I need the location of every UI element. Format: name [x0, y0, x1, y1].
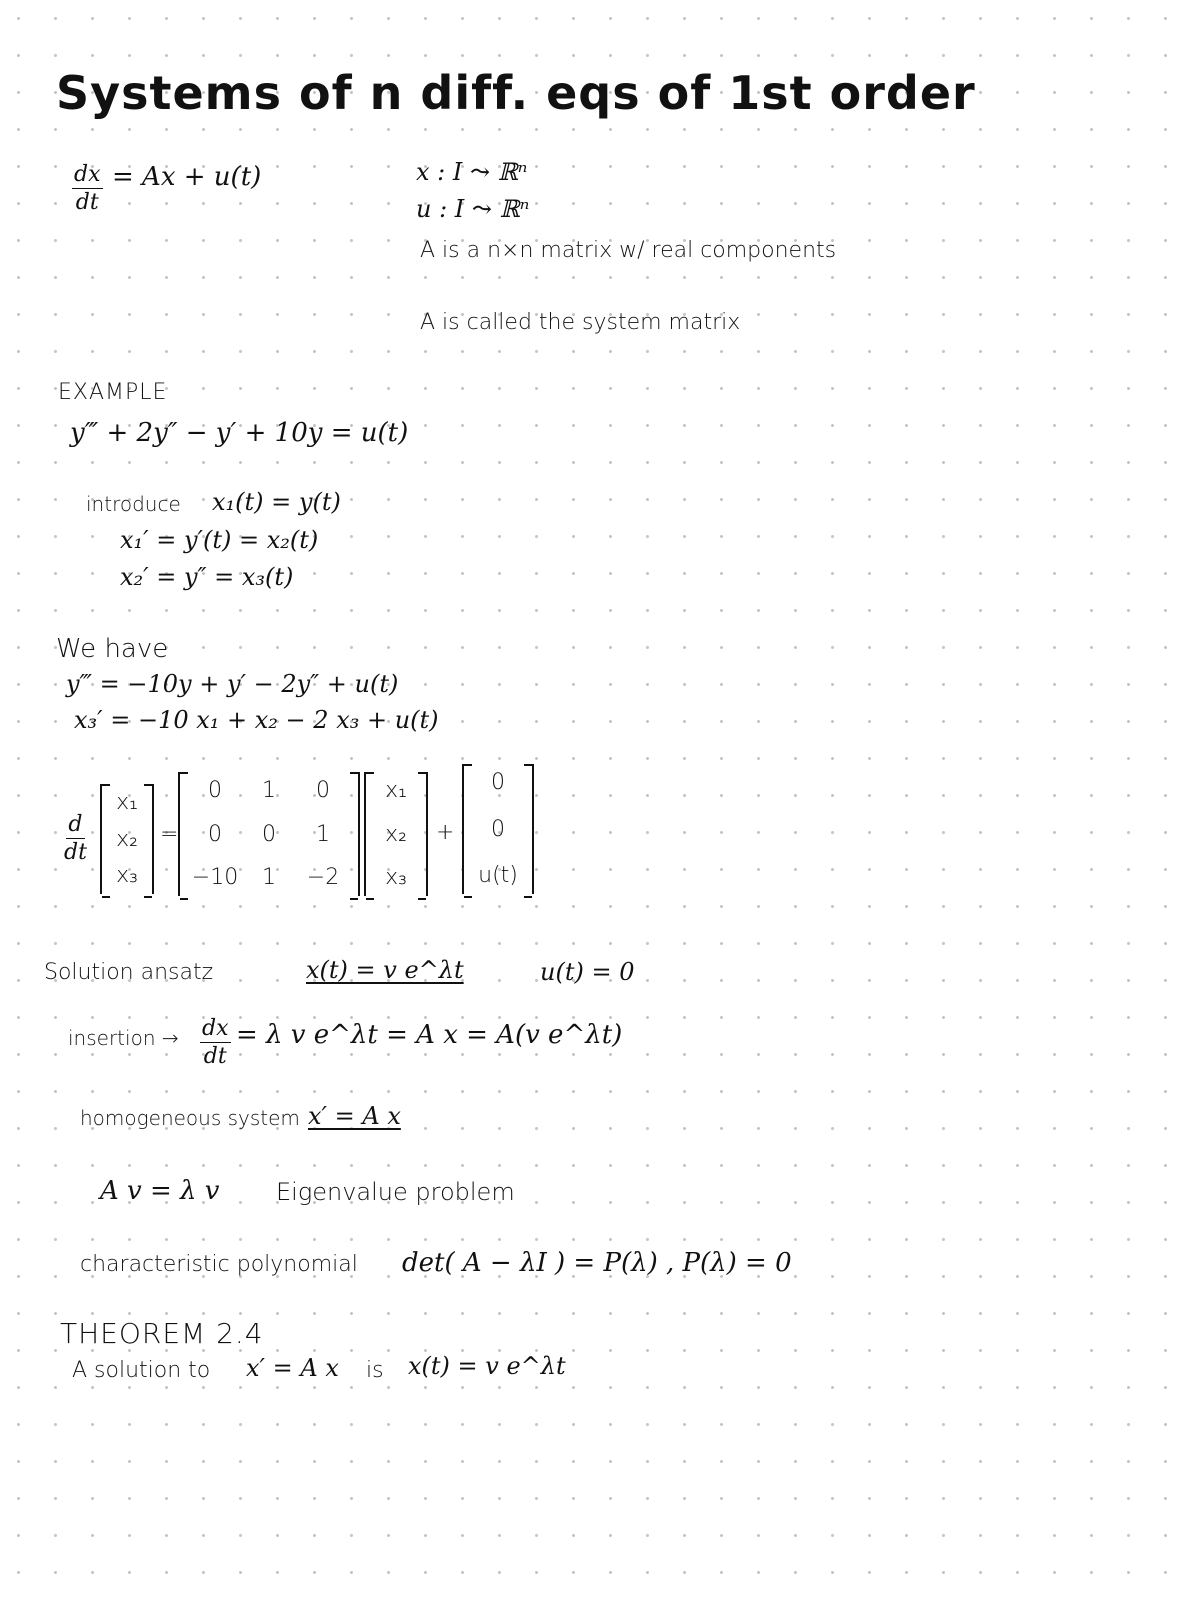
- introduce-line-3: x₂′ = y″ = x₃(t): [120, 563, 294, 591]
- d-dt-fraction: [64, 812, 87, 865]
- frac-denominator: dt: [75, 190, 99, 215]
- matrix-cell: −10: [191, 865, 239, 890]
- eigen-eq: A v = λ v: [100, 1176, 220, 1206]
- matrix-cell: 0: [208, 778, 222, 803]
- theorem-text-b: x′ = A x: [246, 1354, 339, 1382]
- d-numerator: d: [68, 812, 83, 837]
- def-A: A is a n×n matrix w/ real components: [420, 238, 837, 263]
- theorem-text-d: x(t) = v e^λt: [408, 1352, 566, 1380]
- theorem-heading: THEOREM 2.4: [60, 1317, 264, 1350]
- introduce-line-2: x₁′ = y′(t) = x₂(t): [120, 526, 319, 554]
- introduce-line-1: x₁(t) = y(t): [212, 488, 341, 516]
- matrix-cell: 0: [262, 821, 276, 847]
- system-eq-rhs: = Ax + u(t): [112, 162, 262, 192]
- def-x: x : I ⤳ ℝⁿ: [416, 158, 528, 186]
- char-poly-eq: det( A − λI ) = P(λ) , P(λ) = 0: [402, 1248, 792, 1278]
- def-u: u : I ⤳ ℝⁿ: [416, 195, 530, 223]
- def-A-called: A is called the system matrix: [420, 310, 741, 335]
- matrix-cell: 1: [262, 778, 276, 803]
- matrix-cell: x₃: [116, 863, 138, 888]
- we-have-line-2: x₃′ = −10 x₁ + x₂ − 2 x₃ + u(t): [74, 706, 439, 734]
- matrix-cell: x₁: [116, 790, 138, 815]
- theorem-text-a: A solution to: [72, 1358, 211, 1383]
- homogeneous-label: homogeneous system: [80, 1106, 300, 1130]
- matrix-cell: 0: [208, 821, 222, 847]
- matrix-row: [472, 817, 524, 842]
- dt-denominator: dt: [64, 840, 87, 865]
- matrix-cell: x₂: [116, 826, 138, 852]
- matrix-cell: x₁: [385, 778, 407, 803]
- matrix-cell: u(t): [478, 863, 518, 888]
- matrix-cell: 0: [491, 770, 505, 795]
- page-title: Systems of n diff. eqs of 1st order: [56, 66, 976, 120]
- matrix-row: [110, 863, 144, 888]
- system-eq-fraction: [72, 162, 103, 215]
- matrix-cell: 1: [316, 821, 330, 847]
- x-vector-left: [100, 784, 154, 894]
- matrix-row: [188, 865, 350, 890]
- matrix-row: [472, 863, 524, 888]
- homogeneous-eq: x′ = A x: [308, 1102, 401, 1130]
- theorem-text-c: is: [366, 1358, 384, 1383]
- insertion-numerator: dx: [202, 1016, 229, 1041]
- matrix-cell: 0: [316, 778, 330, 803]
- matrix-row: [374, 778, 418, 803]
- matrix-row: [374, 865, 418, 890]
- matrix-equals: =: [160, 822, 179, 847]
- we-have-line-1: y‴ = −10y + y′ − 2y″ + u(t): [66, 670, 399, 698]
- matrix-row: [188, 822, 350, 847]
- matrix-row: [374, 822, 418, 847]
- solution-ansatz-label: Solution ansatz: [44, 960, 214, 985]
- example-equation: y‴ + 2y″ − y′ + 10y = u(t): [70, 418, 409, 448]
- matrix-row: [188, 778, 350, 803]
- insertion-fraction: [200, 1016, 231, 1069]
- matrix-cell: −2: [306, 865, 340, 890]
- solution-ansatz: x(t) = v e^λt: [306, 956, 464, 984]
- introduce-label: introduce: [86, 492, 181, 516]
- matrix-cell: x₃: [385, 865, 407, 890]
- system-matrix-A: [178, 772, 360, 896]
- matrix-row: [110, 827, 144, 852]
- char-poly-label: characteristic polynomial: [80, 1252, 358, 1277]
- u-vector: [462, 764, 534, 894]
- insertion-label: insertion →: [68, 1026, 179, 1050]
- insertion-denominator: dt: [203, 1044, 227, 1069]
- matrix-plus: +: [436, 820, 455, 845]
- we-have-label: We have: [56, 634, 169, 664]
- u-zero: u(t) = 0: [540, 958, 635, 986]
- frac-numerator: dx: [74, 162, 101, 187]
- example-heading: EXAMPLE: [58, 380, 168, 405]
- matrix-cell: 1: [262, 865, 276, 890]
- matrix-row: [110, 790, 144, 815]
- eigen-label: Eigenvalue problem: [276, 1178, 515, 1206]
- matrix-cell: x₂: [385, 821, 407, 847]
- matrix-cell: 0: [491, 816, 505, 842]
- matrix-row: [472, 770, 524, 795]
- x-vector-right: [364, 772, 428, 896]
- insertion-rhs: = λ v e^λt = A x = A(v e^λt): [236, 1020, 623, 1050]
